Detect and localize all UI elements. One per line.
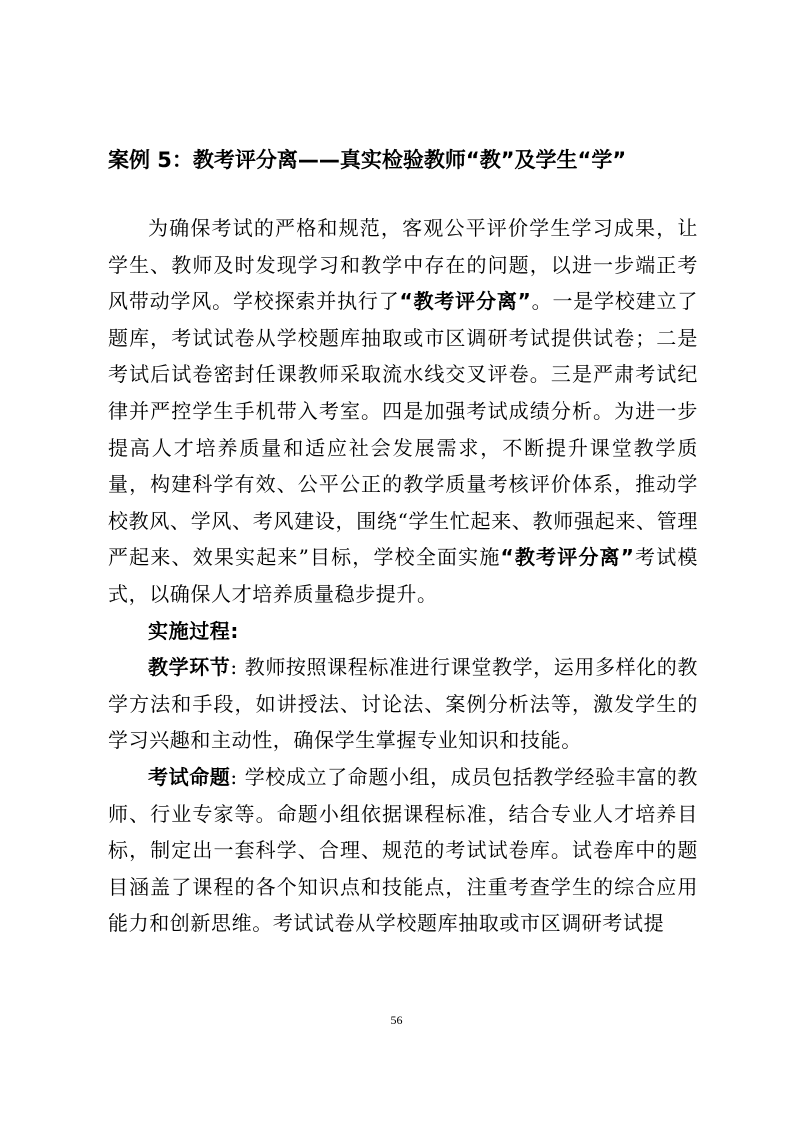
teaching-label: 教学环节 — [148, 655, 231, 680]
intro-paragraph — [108, 210, 698, 613]
intro-emphasis-2: “教考评分离” — [500, 545, 635, 570]
process-heading: 实施过程: — [148, 618, 239, 643]
exam-paragraph — [108, 759, 698, 942]
intro-text-2: 。一是学校建立了题库，考试试卷从学校题库抽取或市区调研考试提供试卷；二是考试后试卷密封任课教师采取流水线交叉评卷。三是严肃考试纪律并严控学生手机带入考室。四是加强考试成绩分析。为进一步提高人才培养质量和适应社会发展需求，不断提升课堂教学质量，构建科学有效、公平公正的教学质量考核评价体系，推动学校教风、学风、考风建设，围绕“学生忙起来、教师强起来、管理严起来、效果实起来”目标，学校全面实施 — [108, 289, 698, 570]
intro-text-1: 为确保考试的严格和规范，客观公平评价学生学习成果，让学生、教师及时发现学习和教学中存在的问题，以进一步端正考风带动学风。学校探索并执行了 — [108, 216, 698, 314]
exam-label: 考试命题 — [148, 764, 231, 789]
page-number: 56 — [390, 1013, 403, 1027]
document-body — [108, 210, 698, 942]
intro-emphasis-1: “教考评分离” — [399, 289, 532, 314]
intro-text-3: 考试模式，以确保人才培养质量稳步提升。 — [108, 545, 698, 606]
exam-text: : 学校成立了命题小组，成员包括教学经验丰富的教师、行业专家等。命题小组依据课程标准，结合专业人才培养目标，制定出一套科学、合理、规范的考试试卷库。试卷库中的题目涵盖了课程的各个知识点和技能点，注重考查学生的综合应用能力和创新思维。考试试卷从学校题库抽取或市区调研考试提 — [108, 764, 698, 936]
teaching-text: : 教师按照课程标准进行课堂教学，运用多样化的教学方法和手段，如讲授法、讨论法、案例分析法等，激发学生的学习兴趣和主动性，确保学生掌握专业知识和技能。 — [108, 655, 698, 753]
teaching-paragraph — [108, 649, 698, 759]
case-title: 案例 5：教考评分离——真实检验教师“教”及学生“学” — [108, 148, 627, 172]
